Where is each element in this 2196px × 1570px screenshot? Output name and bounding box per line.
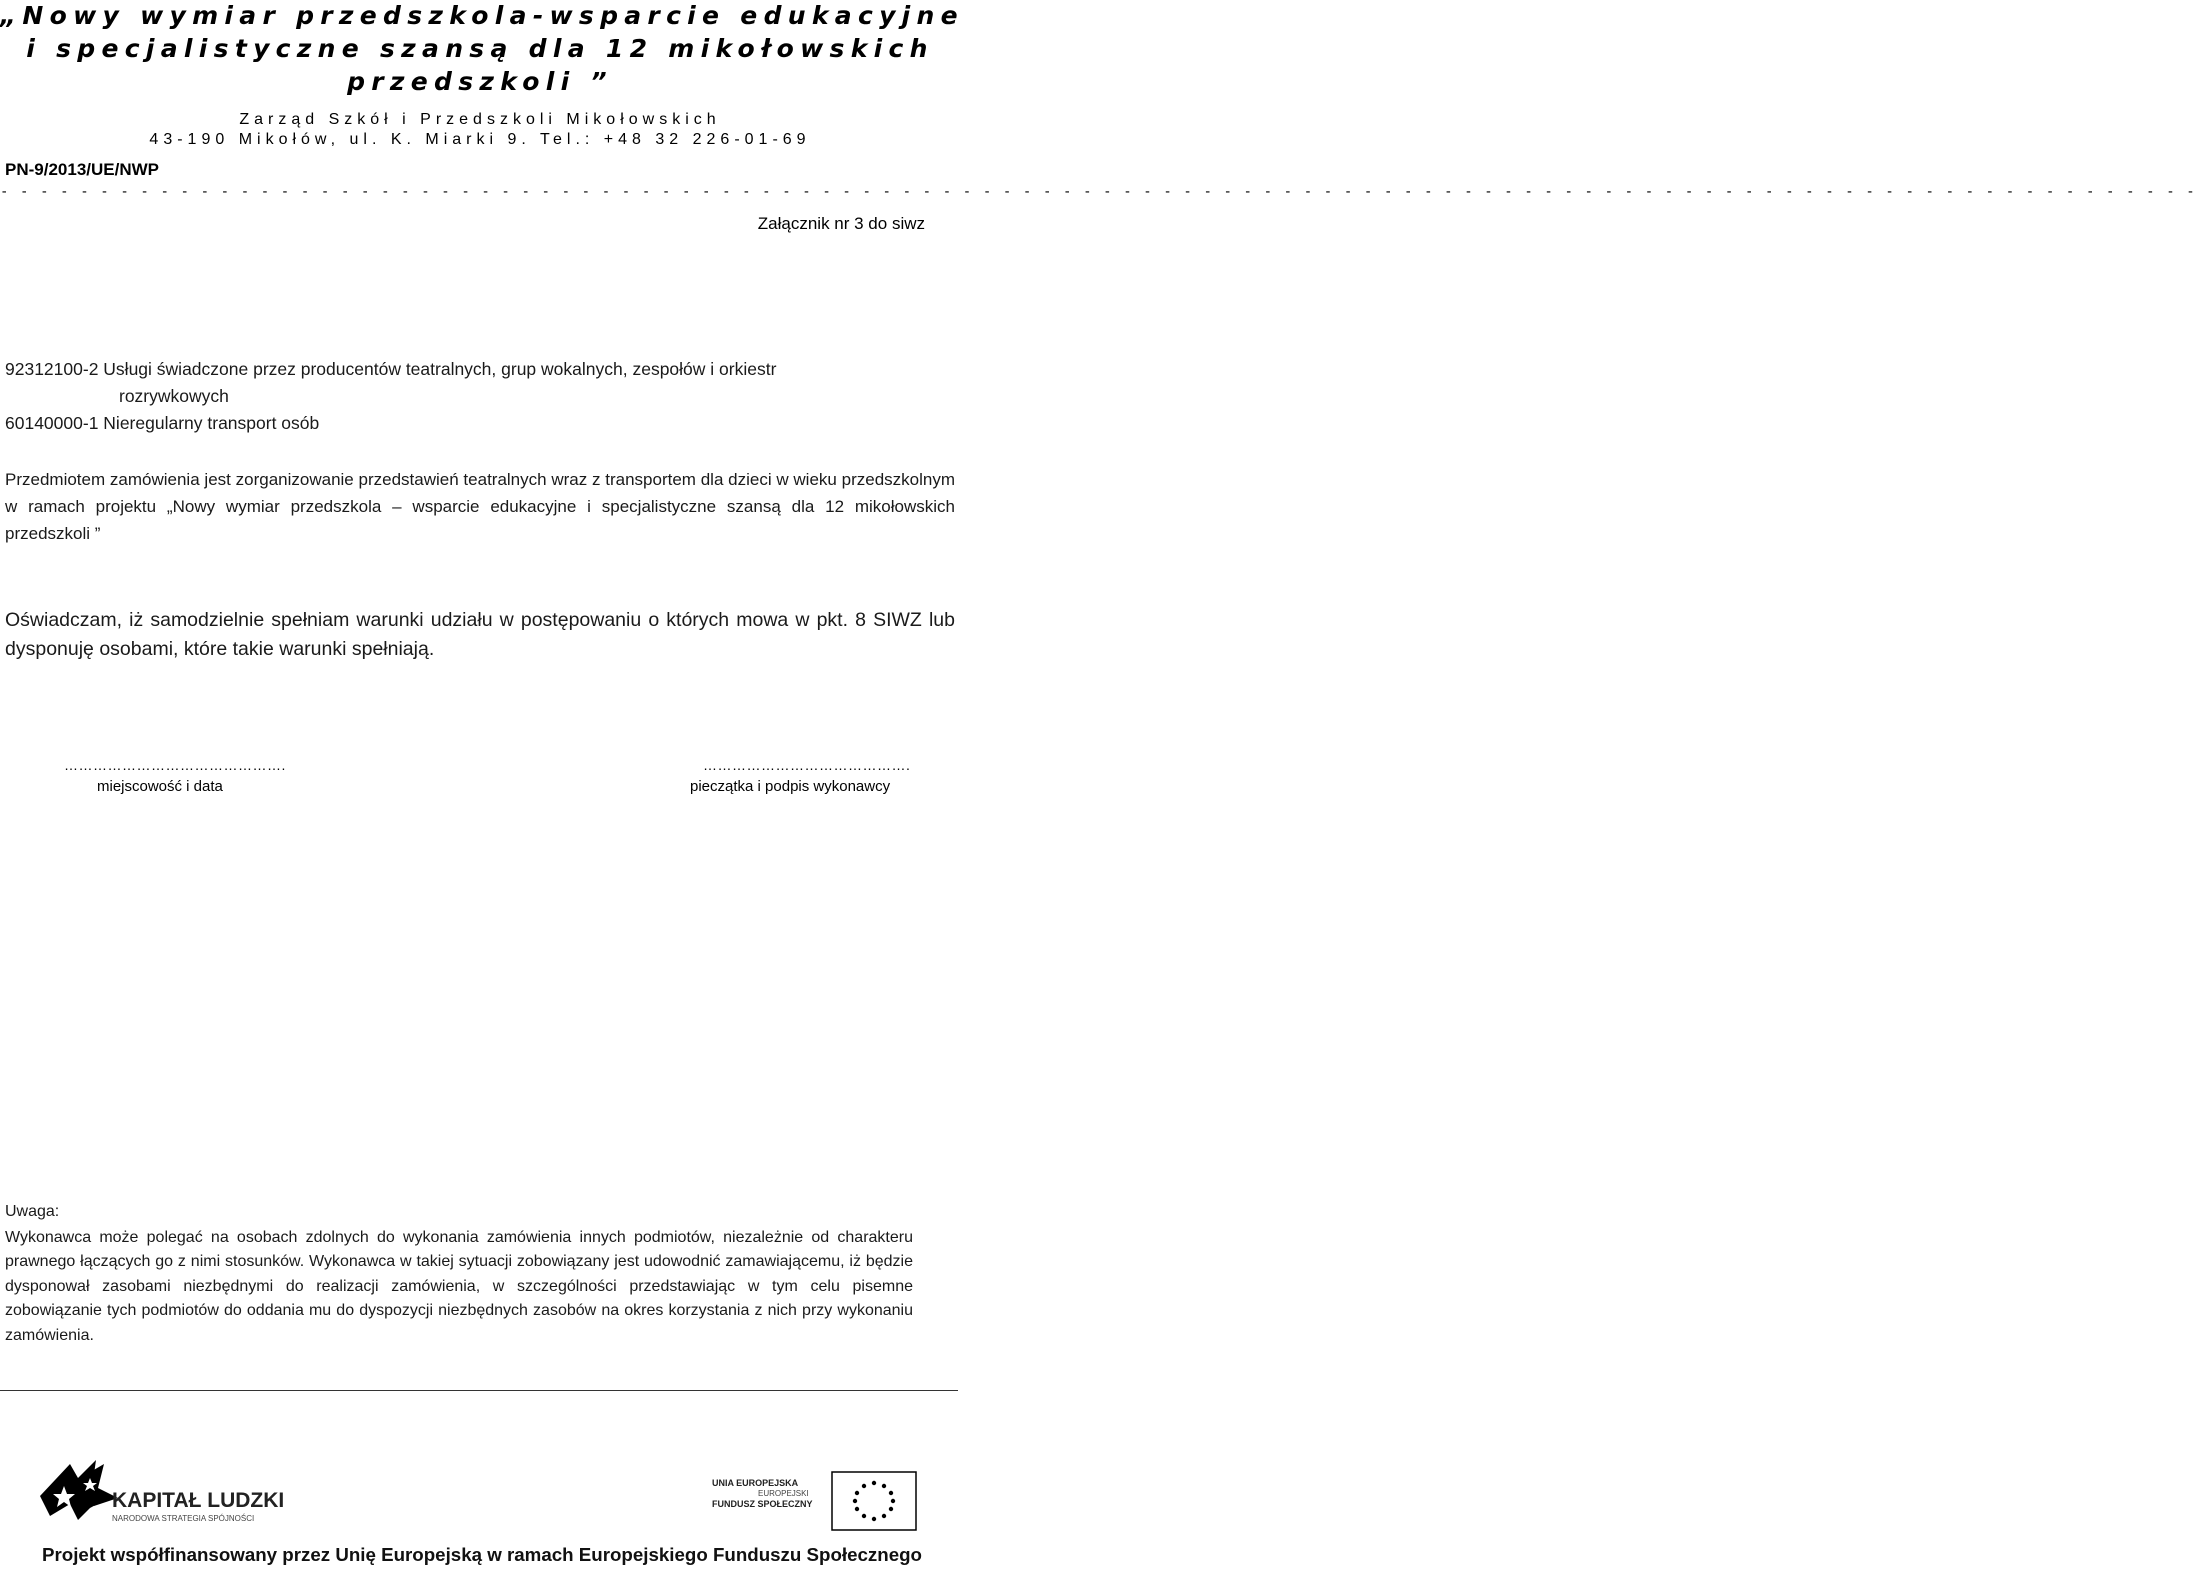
- cpv-line-1: [5, 356, 776, 382]
- footer-divider: [0, 1390, 958, 1391]
- contract-subject: Przedmiotem zamówienia jest zorganizowanie przedstawień teatralnych wraz z transportem dla dzieci w wieku przedszkolnym w ramach projektu „Nowy wymiar przedszkola – wsparcie edukacyjne i specjalistyczne szansą dla 12 mikołowskich przedszkoli ”: [5, 470, 955, 543]
- annex-label: Załącznik nr 3 do siwz: [757, 214, 925, 233]
- declaration-text: Oświadczam, iż samodzielnie spełniam warunki udziału w postępowaniu o których mowa w pkt. 8 SIWZ lub dysponuję osobami, które takie warunki spełniają.: [5, 609, 955, 660]
- cofinancing-banner: Projekt współfinansowany przez Unię Europejską w ramach Europejskiego Funduszu Społecznego: [42, 1545, 922, 1565]
- cpv-text-1: Usługi świadczone przez producentów teatralnych, grup wokalnych, zespołów i orkiestr: [103, 359, 777, 379]
- signature-dotted-line: …………………………………….: [703, 757, 911, 773]
- kapital-ludzki-logo-text: KAPITAŁ LUDZKI: [112, 1489, 285, 1512]
- organization-name: Zarząd Szkół i Przedszkoli Mikołowskich: [239, 111, 721, 128]
- cpv-code-1: 92312100-2: [5, 359, 99, 379]
- organization-address: 43-190 Mikołów, ul. K. Miarki 9. Tel.: +48 32 226-01-69: [149, 131, 811, 148]
- document-title-line-2: i specjalistyczne szansą dla 12 mikołowskich: [26, 34, 934, 63]
- header-separator: - - - - - - - - - - - - - - - - - - - - - - - - - - - - - - - - - - - - - - - - - - - - - - - - - - - - - - - - - - - - - - - - - - - - - - - - - - - - - - - - - - - - - - - - - - - - - - - - - - - - - - - - - - - - - -: [0, 184, 2196, 200]
- eu-logo-line-3: FUNDUSZ SPOŁECZNY: [712, 1499, 813, 1509]
- footer-logos-graphic: [0, 1458, 960, 1565]
- kapital-ludzki-logo-subtext: NARODOWA STRATEGIA SPÓJNOŚCI: [112, 1514, 255, 1523]
- place-date-dotted-line: ……………………………………….: [64, 757, 286, 773]
- case-number: PN-9/2013/UE/NWP: [5, 160, 159, 179]
- eu-logo-line-2: EUROPEJSKI: [758, 1489, 809, 1498]
- cpv-line-1-continued: rozrywkowych: [119, 386, 229, 406]
- document-title-line-1: „Nowy wymiar przedszkola-wsparcie edukacyjne: [0, 1, 964, 30]
- signature-label: pieczątka i podpis wykonawcy: [690, 778, 891, 795]
- footer-logos: [0, 1458, 960, 1565]
- document-title-line-3: przedszkoli ”: [347, 67, 613, 96]
- place-date-label: miejscowość i data: [97, 778, 223, 795]
- kapital-ludzki-logo: [40, 1460, 284, 1523]
- note-heading: Uwaga:: [5, 1203, 60, 1220]
- cpv-text-2: Nieregularny transport osób: [103, 413, 320, 433]
- cpv-code-2: 60140000-1: [5, 413, 99, 433]
- eu-logo: [712, 1472, 916, 1530]
- eu-logo-line-1: UNIA EUROPEJSKA: [712, 1478, 799, 1488]
- cpv-line-2: [5, 410, 319, 436]
- note-text: Wykonawca może polegać na osobach zdolnych do wykonania zamówienia innych podmiotów, niezależnie od charakteru prawnego łączących go z nimi stosunków. Wykonawca w takiej sytuacji zobowiązany jest udowodnić zamawiającemu, iż będzie dysponował zasobami niezbędnymi do realizacji zamówienia, w szczególności przedstawiając w tym celu pisemne zobowiązanie tych podmiotów do oddania mu do dyspozycji niezbędnych zasobów na okres korzystania z nich przy wykonaniu zamówienia.: [5, 1229, 913, 1344]
